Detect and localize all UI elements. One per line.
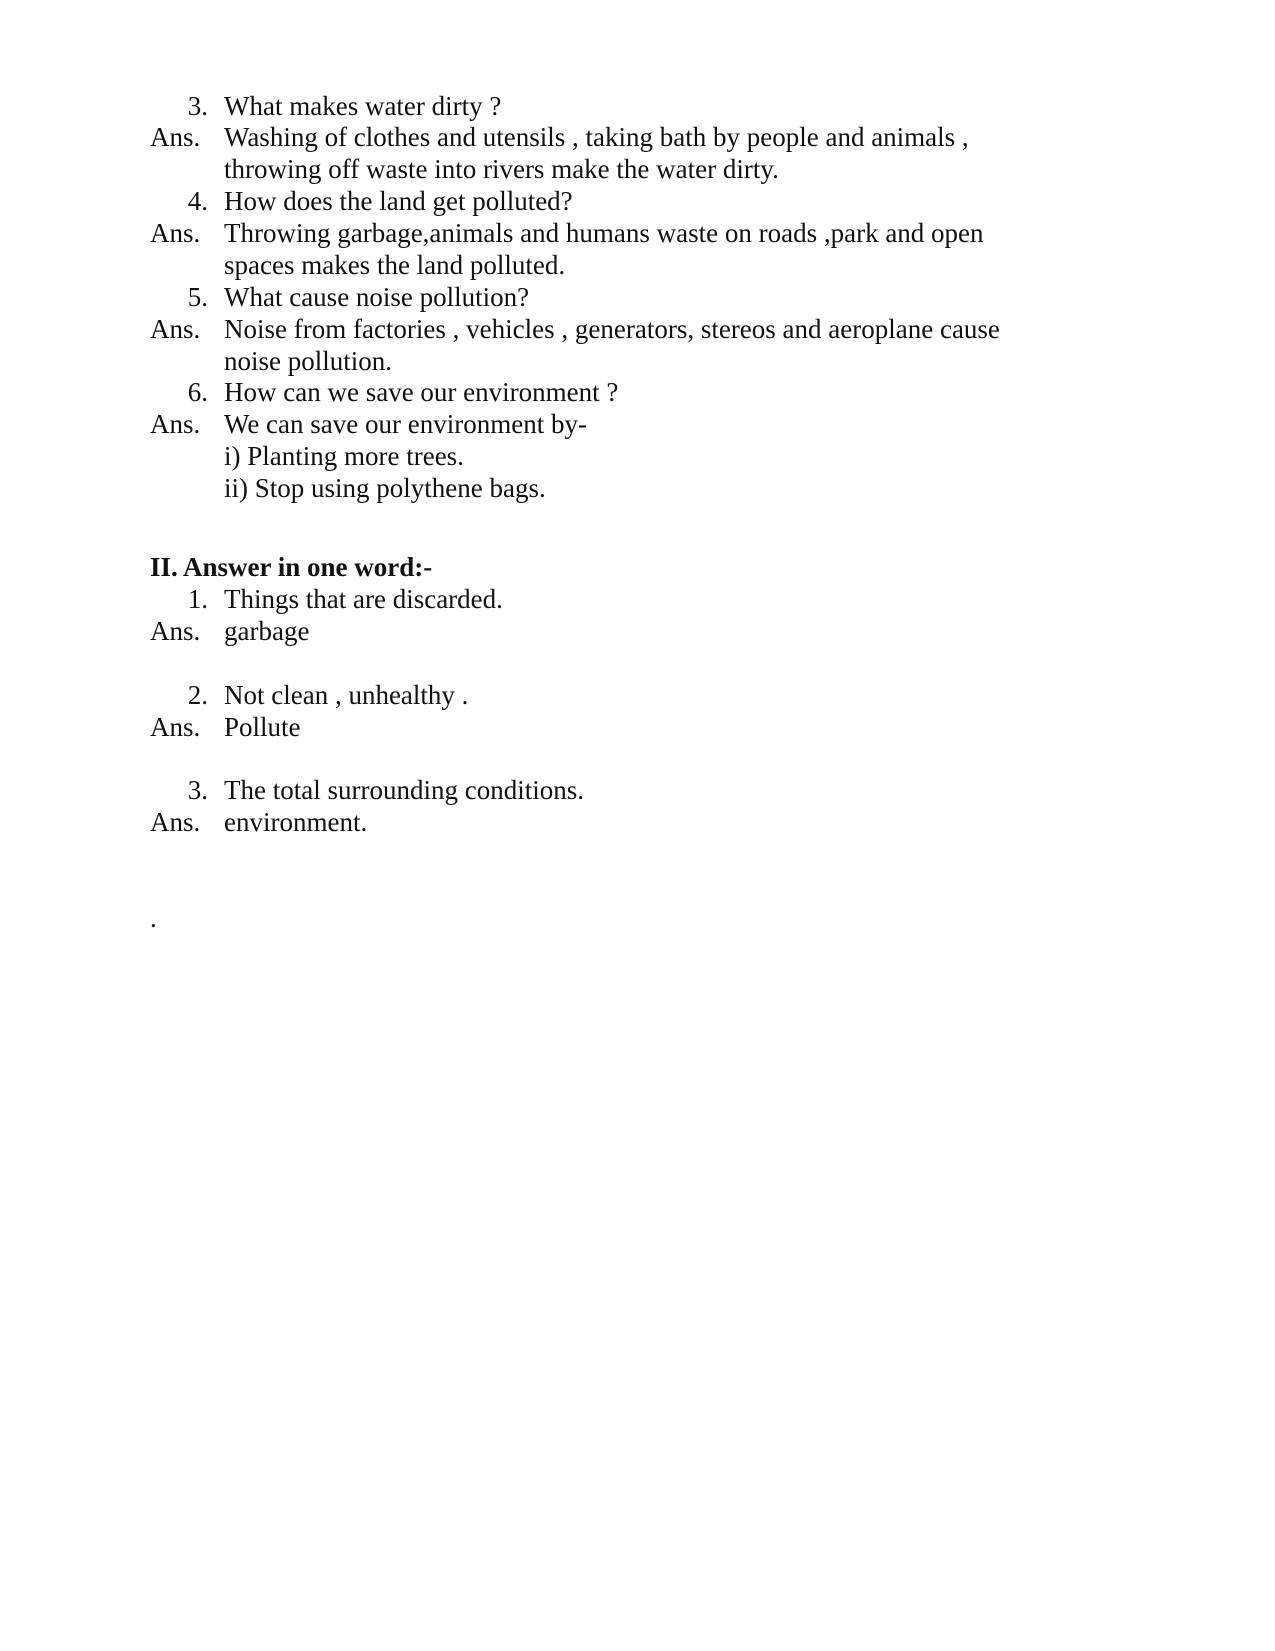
answer-6-line-3	[150, 472, 1110, 504]
word-answer-1	[150, 615, 1110, 647]
answer-label: Ans.	[150, 122, 201, 152]
answer-5-line-1	[150, 313, 1110, 345]
answer-label: Ans.	[150, 712, 201, 742]
answer-3-line-2	[150, 153, 1110, 185]
answer-text: Throwing garbage,animals and humans waste on roads ,park and open	[224, 218, 984, 248]
question-text: How does the land get polluted?	[224, 186, 573, 216]
answer-label: Ans.	[150, 218, 201, 248]
answer-text: garbage	[224, 616, 310, 646]
answer-text: noise pollution.	[224, 346, 392, 376]
answer-label: Ans.	[150, 314, 201, 344]
question-number: 3.	[187, 775, 208, 805]
word-question-3	[150, 774, 1110, 806]
answer-text: Noise from factories , vehicles , generators, stereos and aeroplane cause	[224, 314, 1000, 344]
answer-text: Washing of clothes and utensils , taking bath by people and animals ,	[224, 122, 969, 152]
answer-text: throwing off waste into rivers make the water dirty.	[224, 154, 779, 184]
question-6	[150, 376, 1110, 408]
word-answer-2	[150, 711, 1110, 743]
answer-6-line-2	[150, 440, 1110, 472]
word-question-1	[150, 583, 1110, 615]
question-text: What cause noise pollution?	[224, 282, 530, 312]
question-number: 3.	[187, 91, 208, 121]
answer-text: ii) Stop using polythene bags.	[224, 473, 546, 503]
question-4	[150, 185, 1110, 217]
question-text: What makes water dirty ?	[224, 91, 502, 121]
answer-label: Ans.	[150, 409, 201, 439]
answer-4-line-1	[150, 217, 1110, 249]
question-number: 5.	[187, 282, 208, 312]
answer-3-line-1	[150, 121, 1110, 153]
question-text: Things that are discarded.	[224, 584, 503, 614]
question-5	[150, 281, 1110, 313]
question-number: 2.	[187, 680, 208, 710]
answer-text: Pollute	[224, 712, 301, 742]
answer-6-line-1	[150, 408, 1110, 440]
answer-label: Ans.	[150, 807, 201, 837]
answer-4-line-2	[150, 249, 1110, 281]
question-number: 6.	[187, 377, 208, 407]
trailing-mark: .	[150, 903, 157, 933]
question-number: 1.	[187, 584, 208, 614]
question-text: The total surrounding conditions.	[224, 775, 584, 805]
word-answer-3	[150, 806, 1110, 838]
question-3	[150, 90, 1110, 122]
word-question-2	[150, 679, 1110, 711]
question-number: 4.	[187, 186, 208, 216]
question-text: Not clean , unhealthy .	[224, 680, 469, 710]
answer-text: spaces makes the land polluted.	[224, 250, 566, 280]
section-heading: II. Answer in one word:-	[150, 552, 433, 582]
answer-label: Ans.	[150, 616, 201, 646]
answer-text: i) Planting more trees.	[224, 441, 464, 471]
answer-text: environment.	[224, 807, 368, 837]
question-text: How can we save our environment ?	[224, 377, 619, 407]
answer-text: We can save our environment by-	[224, 409, 587, 439]
answer-5-line-2	[150, 345, 1110, 377]
